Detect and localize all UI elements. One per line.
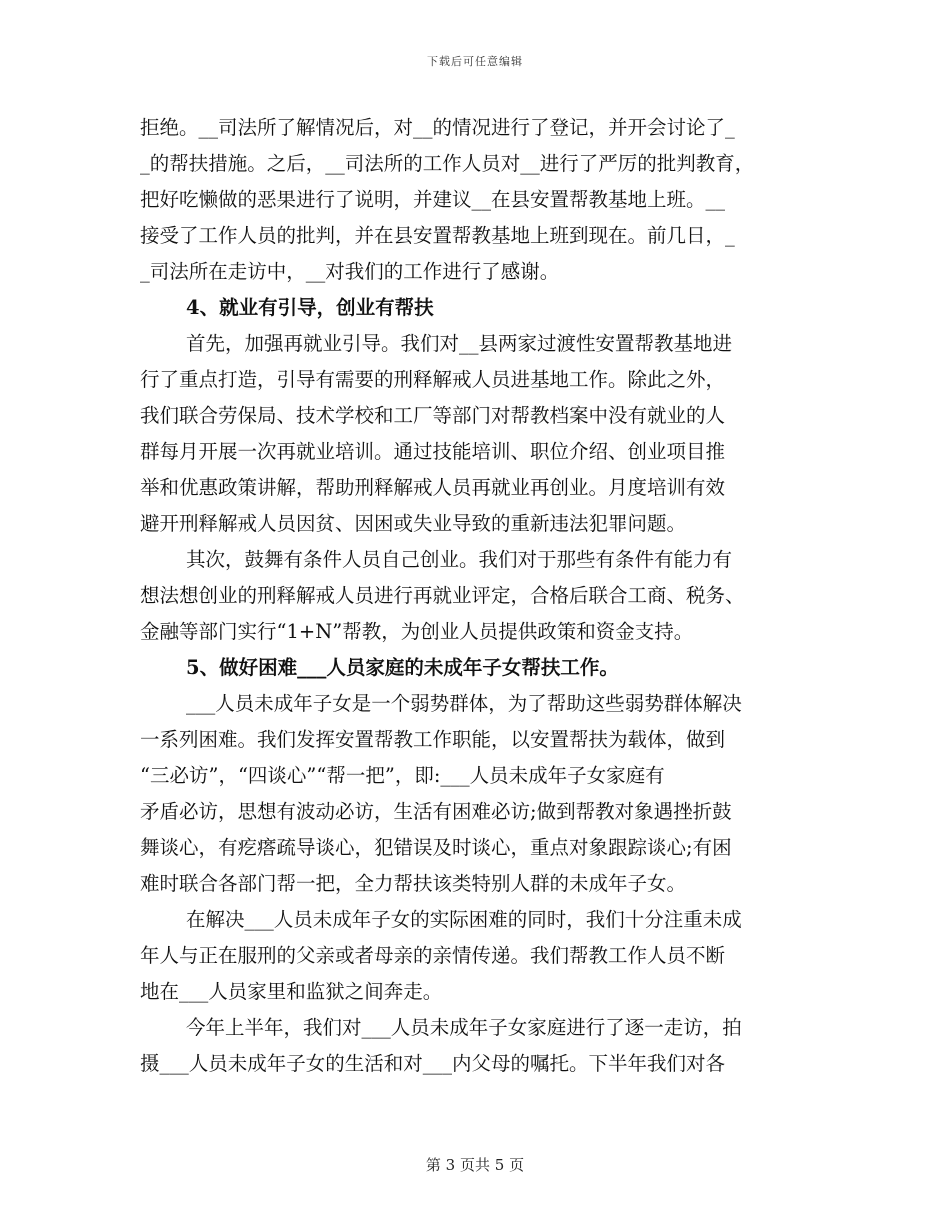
text-line: 地在___人员家里和监狱之间奔走。	[140, 980, 443, 1003]
text-line: 摄___人员未成年子女的生活和对___内父母的嘱托。下半年我们对各	[140, 1052, 726, 1075]
text-line: 拒绝。__司法所了解情况后，对__的情况进行了登记，并开会讨论了_	[140, 116, 735, 139]
text-line: 想法想创业的刑释解戒人员进行再就业评定，合格后联合工商、税务、	[140, 584, 745, 607]
text-line: 舞谈心，有疙瘩疏导谈心，犯错误及时谈心，重点对象跟踪谈心;有困	[140, 836, 732, 859]
section-heading: 5、做好困难___人员家庭的未成年子女帮扶工作。	[186, 656, 619, 679]
document-body	[140, 110, 812, 1082]
text-line: _司法所在走访中，__对我们的工作进行了感谢。	[140, 260, 560, 283]
text-line: 金融等部门实行“1+N”帮教，为创业人员提供政策和资金支持。	[140, 620, 694, 643]
text-line: ___人员未成年子女是一个弱势群体，为了帮助这些弱势群体解决	[186, 692, 742, 715]
text-line: 群每月开展一次再就业培训。通过技能培训、职位介绍、创业项目推	[140, 440, 726, 463]
text-line: 举和优惠政策讲解，帮助刑释解戒人员再就业再创业。月度培训有效	[140, 476, 726, 499]
text-line: 我们联合劳保局、技术学校和工厂等部门对帮教档案中没有就业的人	[140, 404, 726, 427]
text-line: “三必访”，“四谈心”“帮一把”，即:___人员未成年子女家庭有	[140, 764, 665, 787]
text-line: 今年上半年，我们对___人员未成年子女家庭进行了逐一走访，拍	[186, 1016, 742, 1039]
section-heading: 4、就业有引导，创业有帮扶	[186, 296, 434, 319]
text-line: 避开刑释解戒人员因贫、因困或失业导致的重新违法犯罪问题。	[140, 512, 687, 535]
text-line: 其次，鼓舞有条件人员自己创业。我们对于那些有条件有能力有	[186, 548, 733, 571]
text-line: 一系列困难。我们发挥安置帮教工作职能，以安置帮扶为载体，做到	[140, 728, 726, 751]
text-line: 在解决___人员未成年子女的实际困难的同时，我们十分注重未成	[186, 908, 742, 931]
text-line: 首先，加强再就业引导。我们对__县两家过渡性安置帮教基地进	[186, 332, 733, 355]
text-line: 难时联合各部门帮一把，全力帮扶该类特别人群的未成年子女。	[140, 872, 687, 895]
text-line: 接受了工作人员的批判，并在县安置帮教基地上班到现在。前几日，_	[140, 224, 735, 247]
page-header: 下载后可任意编辑	[427, 55, 523, 68]
text-line: 矛盾必访，思想有波动必访，生活有困难必访;做到帮教对象遇挫折鼓	[140, 800, 732, 823]
text-line: 把好吃懒做的恶果进行了说明，并建议__在县安置帮教基地上班。__	[140, 188, 726, 211]
text-line: 年人与正在服刑的父亲或者母亲的亲情传递。我们帮教工作人员不断	[140, 944, 726, 967]
page-number: 第 3 页共 5 页	[425, 1156, 525, 1174]
text-line: _的帮扶措施。之后，__司法所的工作人员对__进行了严厉的批判教育，	[140, 152, 755, 175]
text-line: 行了重点打造，引导有需要的刑释解戒人员进基地工作。除此之外，	[140, 368, 726, 391]
